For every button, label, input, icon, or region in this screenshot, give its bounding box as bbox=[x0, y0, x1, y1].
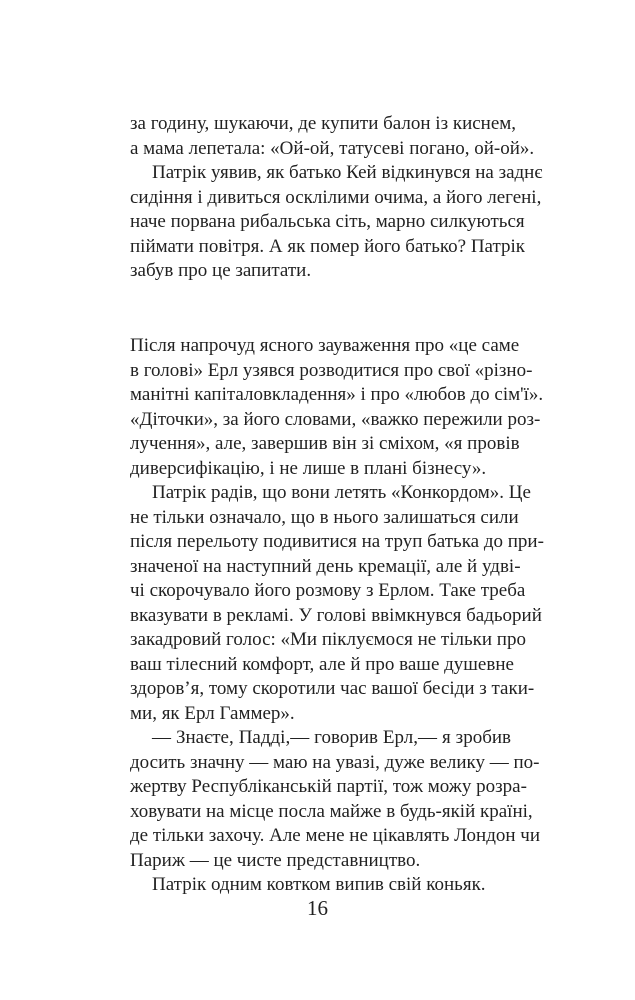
text-line: чі скорочувало його розмову з Ерлом. Таке треба bbox=[130, 580, 526, 601]
text-line: ми, як Ерл Гаммер». bbox=[130, 702, 295, 724]
paragraph bbox=[130, 481, 544, 726]
text-line: Після напрочуд ясного зауваження про «це саме bbox=[130, 335, 520, 356]
paragraph bbox=[130, 112, 535, 161]
text-line: Париж — це чисте представництво. bbox=[130, 849, 421, 871]
text-line: в голові» Ерл узявся розводитися про свої «різно- bbox=[130, 359, 533, 381]
page-number: 16 bbox=[307, 896, 328, 920]
text-block-top bbox=[130, 112, 543, 284]
text-line: — Знаєте, Падді,— говорив Ерл,— я зробив bbox=[152, 727, 511, 748]
text-line: досить значну — маю на увазі, дуже велику — по- bbox=[130, 751, 540, 773]
paragraph bbox=[130, 873, 511, 898]
text-line: Патрік одним ковтком випив свій коньяк. bbox=[152, 874, 486, 895]
paragraph bbox=[130, 726, 541, 873]
text-line: наче порвана рибальська сіть, марно силкуються bbox=[130, 211, 525, 232]
text-line: де тільки захочу. Але мене не цікавлять Лондон чи bbox=[130, 825, 541, 846]
text-line: піймати повітря. А як помер його батько? Патрік bbox=[130, 235, 526, 257]
text-line: ваш тілесний комфорт, але й про ваше душевне bbox=[130, 653, 514, 675]
text-line: «Діточки», за його словами, «важко пережили роз- bbox=[130, 408, 541, 430]
text-line: Патрік уявив, як батько Кей відкинувся на заднє bbox=[152, 162, 543, 183]
text-line: Патрік радів, що вони летять «Конкордом». Це bbox=[152, 482, 531, 503]
text-line: здоров’я, тому скоротили час вашої бесіди з таки- bbox=[130, 678, 535, 699]
text-line: а мама лепетала: «Ой-ой, татусеві погано, ой-ой». bbox=[130, 137, 535, 159]
text-line: забув про це запитати. bbox=[130, 260, 312, 281]
text-line: значеної на наступний день кремації, але й удві- bbox=[130, 555, 521, 577]
text-block-main bbox=[130, 334, 544, 898]
text-line: сидіння і дивиться осклілими очима, а його легені, bbox=[130, 186, 542, 208]
text-line: жертву Республіканській партії, тож можу розра- bbox=[130, 776, 527, 797]
text-line: ховувати на місце посла майже в будь-якій країні, bbox=[130, 800, 533, 822]
text-line: вказувати в рекламі. У голові ввімкнувся бадьорий bbox=[130, 604, 542, 626]
text-line: за годину, шукаючи, де купити балон із киснем, bbox=[130, 113, 517, 134]
text-line: після перельоту подивитися на труп батька до при- bbox=[130, 531, 544, 552]
text-line: лучення», але, завершив він зі сміхом, «я провів bbox=[130, 433, 520, 454]
text-line: закадровий голос: «Ми піклуємося не тільки про bbox=[130, 629, 526, 650]
text-line: манітні капіталовкладення» і про «любов до сім'ї». bbox=[130, 384, 544, 405]
paragraph bbox=[130, 161, 543, 284]
text-line: не тільки означало, що в нього залишаться сили bbox=[130, 506, 519, 528]
paragraph bbox=[130, 334, 544, 481]
text-line: диверсифікацію, і не лише в плані бізнесу». bbox=[130, 457, 487, 479]
